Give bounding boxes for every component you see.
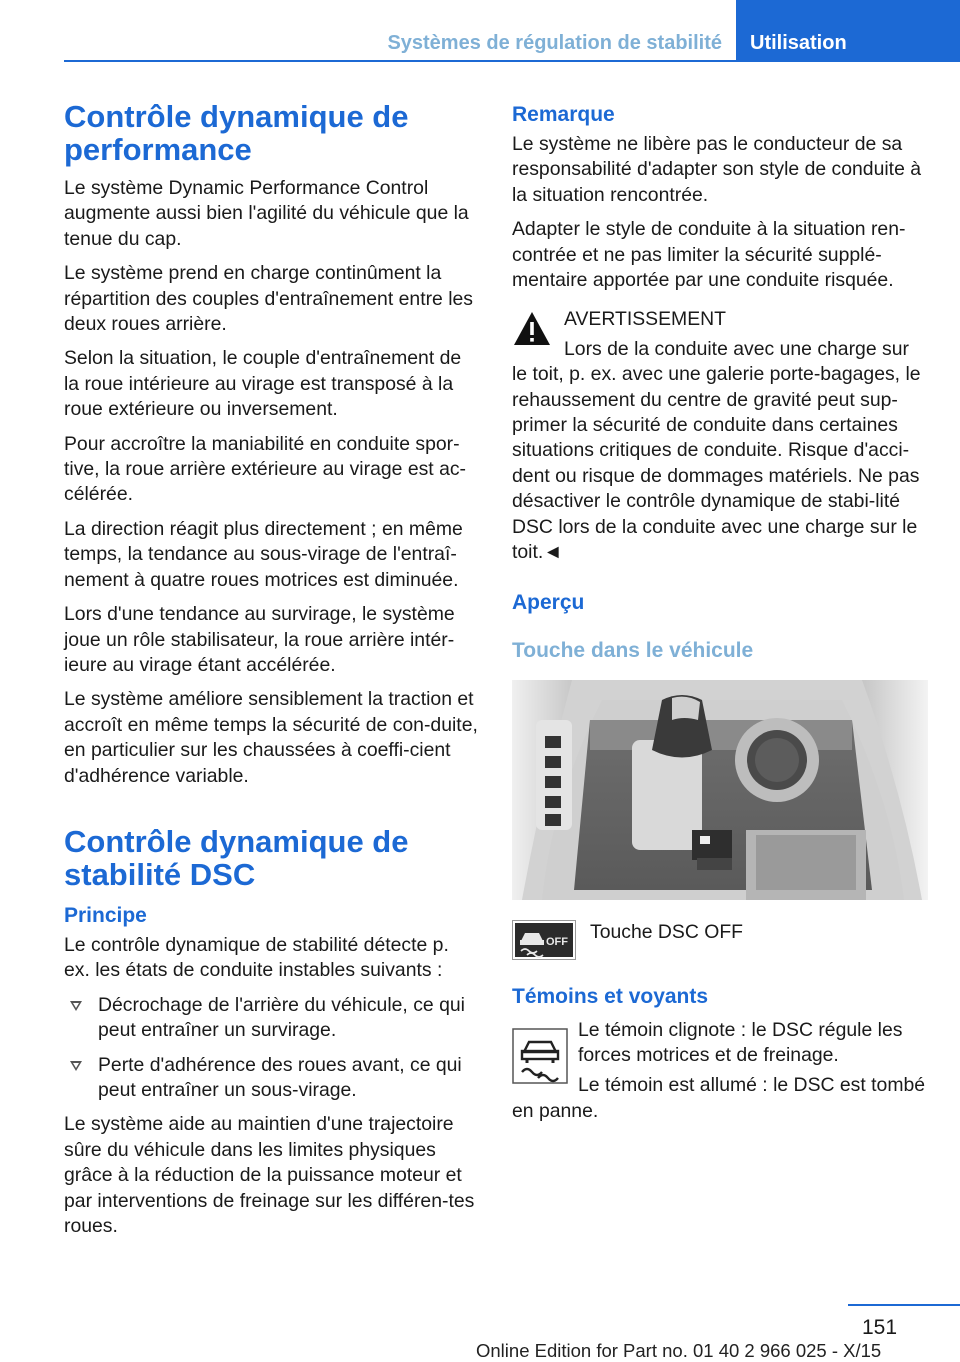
heading-remarque: Remarque xyxy=(512,103,615,126)
paragraph: Selon la situation, le couple d'entraînement de la roue intérieure au virage est transposé à la roue extérieure ou inversement. xyxy=(64,347,462,421)
indicator-text-lit: Le témoin est allumé : le DSC est tombé en panne. xyxy=(512,1074,926,1122)
heading-apercu: Aperçu xyxy=(512,590,585,614)
footer-rule xyxy=(848,1304,960,1306)
list-item: Décrochage de l'arrière du véhicule, ce qui peut entraîner un survirage. xyxy=(64,993,478,1044)
header-section-title: Systèmes de régulation de stabilité xyxy=(387,32,722,54)
paragraph: Le système ne libère pas le conducteur de sa responsabilité d'adapter son style de conduite à la situation rencontrée. xyxy=(512,133,922,206)
heading-principe: Principe xyxy=(64,903,147,927)
paragraph: Lors d'une tendance au survirage, le système joue un rôle stabilisateur, la roue arrière intér‐ieure au virage étant accélérée. xyxy=(64,603,455,676)
paragraph: Pour accroître la maniabilité en conduite spor‐tive, la roue arrière extérieure au virage est ac‐célérée. xyxy=(64,432,467,506)
heading-temoins: Témoins et voyants xyxy=(512,984,709,1008)
dsc-off-button-icon xyxy=(512,920,576,960)
triangle-bullet-icon xyxy=(70,1061,82,1071)
heading-dynamic-performance: Contrôle dynamique de performance xyxy=(64,99,409,167)
indicator-block xyxy=(512,1018,926,1125)
warning-title: AVERTISSEMENT xyxy=(564,308,726,331)
warning-triangle-icon xyxy=(512,309,552,349)
triangle-bullet-icon xyxy=(70,1001,82,1011)
header-chapter-tab[interactable]: Utilisation xyxy=(736,0,960,62)
heading-dsc: Contrôle dynamique de stabilité DSC xyxy=(64,823,409,892)
paragraph: Le système prend en charge continûment la répartition des couples d'entraînement entre les deux roues arrière. xyxy=(64,262,473,336)
dsc-indicator-icon xyxy=(512,1028,568,1084)
paragraph: Adapter le style de conduite à la situation ren‐contrée et ne pas limiter la sécurité supplé‐mentaire apportée par une conduite risquée. xyxy=(512,218,906,292)
indicator-text-blink: Le témoin clignote : le DSC régule les forces motrices et de freinage. xyxy=(578,1018,903,1066)
svg-text:OFF: OFF xyxy=(546,935,568,948)
center-console-photo xyxy=(512,680,928,900)
warning-text: Lors de la conduite avec une charge sur le toit, p. ex. avec une galerie porte-bagages, le rehaussement du centre de gravité peut sup‐primer la sécurité de conduite dans certaines situations critiques de conduite. Risque d'acci‐dent ou risque de dommages matériels. Ne pas désactiver le contrôle dynamique de stabi‐lité DSC lors de la conduite avec une charge sur le toit.◄ xyxy=(512,337,921,564)
paragraph: Le système aide au maintien d'une trajectoire sûre du véhicule dans les limites physiques grâce à la réduction de la puissance moteur et par interventions de freinage sur les différen‐tes roues. xyxy=(64,1113,475,1237)
heading-touche: Touche dans le véhicule xyxy=(512,638,754,662)
page-number: 151 xyxy=(862,1316,898,1339)
bullet-list xyxy=(64,993,478,1104)
dsc-off-caption xyxy=(512,920,926,960)
header-rule xyxy=(64,60,960,62)
list-item: Perte d'adhérence des roues avant, ce qui peut entraîner un sous-virage. xyxy=(64,1053,478,1104)
center-console-illustration xyxy=(512,680,928,900)
paragraph: La direction réagit plus directement ; en même temps, la tendance au sous-virage de l'entraî‐nement à quatre roues motrices est diminuée. xyxy=(64,517,463,591)
paragraph: Le système Dynamic Performance Control augmente aussi bien l'agilité du véhicule que la tenue du cap. xyxy=(64,177,469,250)
edition-footer: Online Edition for Part no. 01 40 2 966 025 - X/15 xyxy=(476,1340,882,1361)
warning-block xyxy=(512,307,926,565)
caption-label: Touche DSC OFF xyxy=(590,920,744,943)
right-column xyxy=(512,100,926,1133)
paragraph: Le système améliore sensiblement la traction et accroît en même temps la sécurité de con‐duite, en particulier sur les chaussées à coeffi‐cient d'adhérence variable. xyxy=(64,688,478,787)
left-column xyxy=(64,100,478,1248)
paragraph: Le contrôle dynamique de stabilité détecte p. ex. les états de conduite instables suivants : xyxy=(64,933,449,982)
